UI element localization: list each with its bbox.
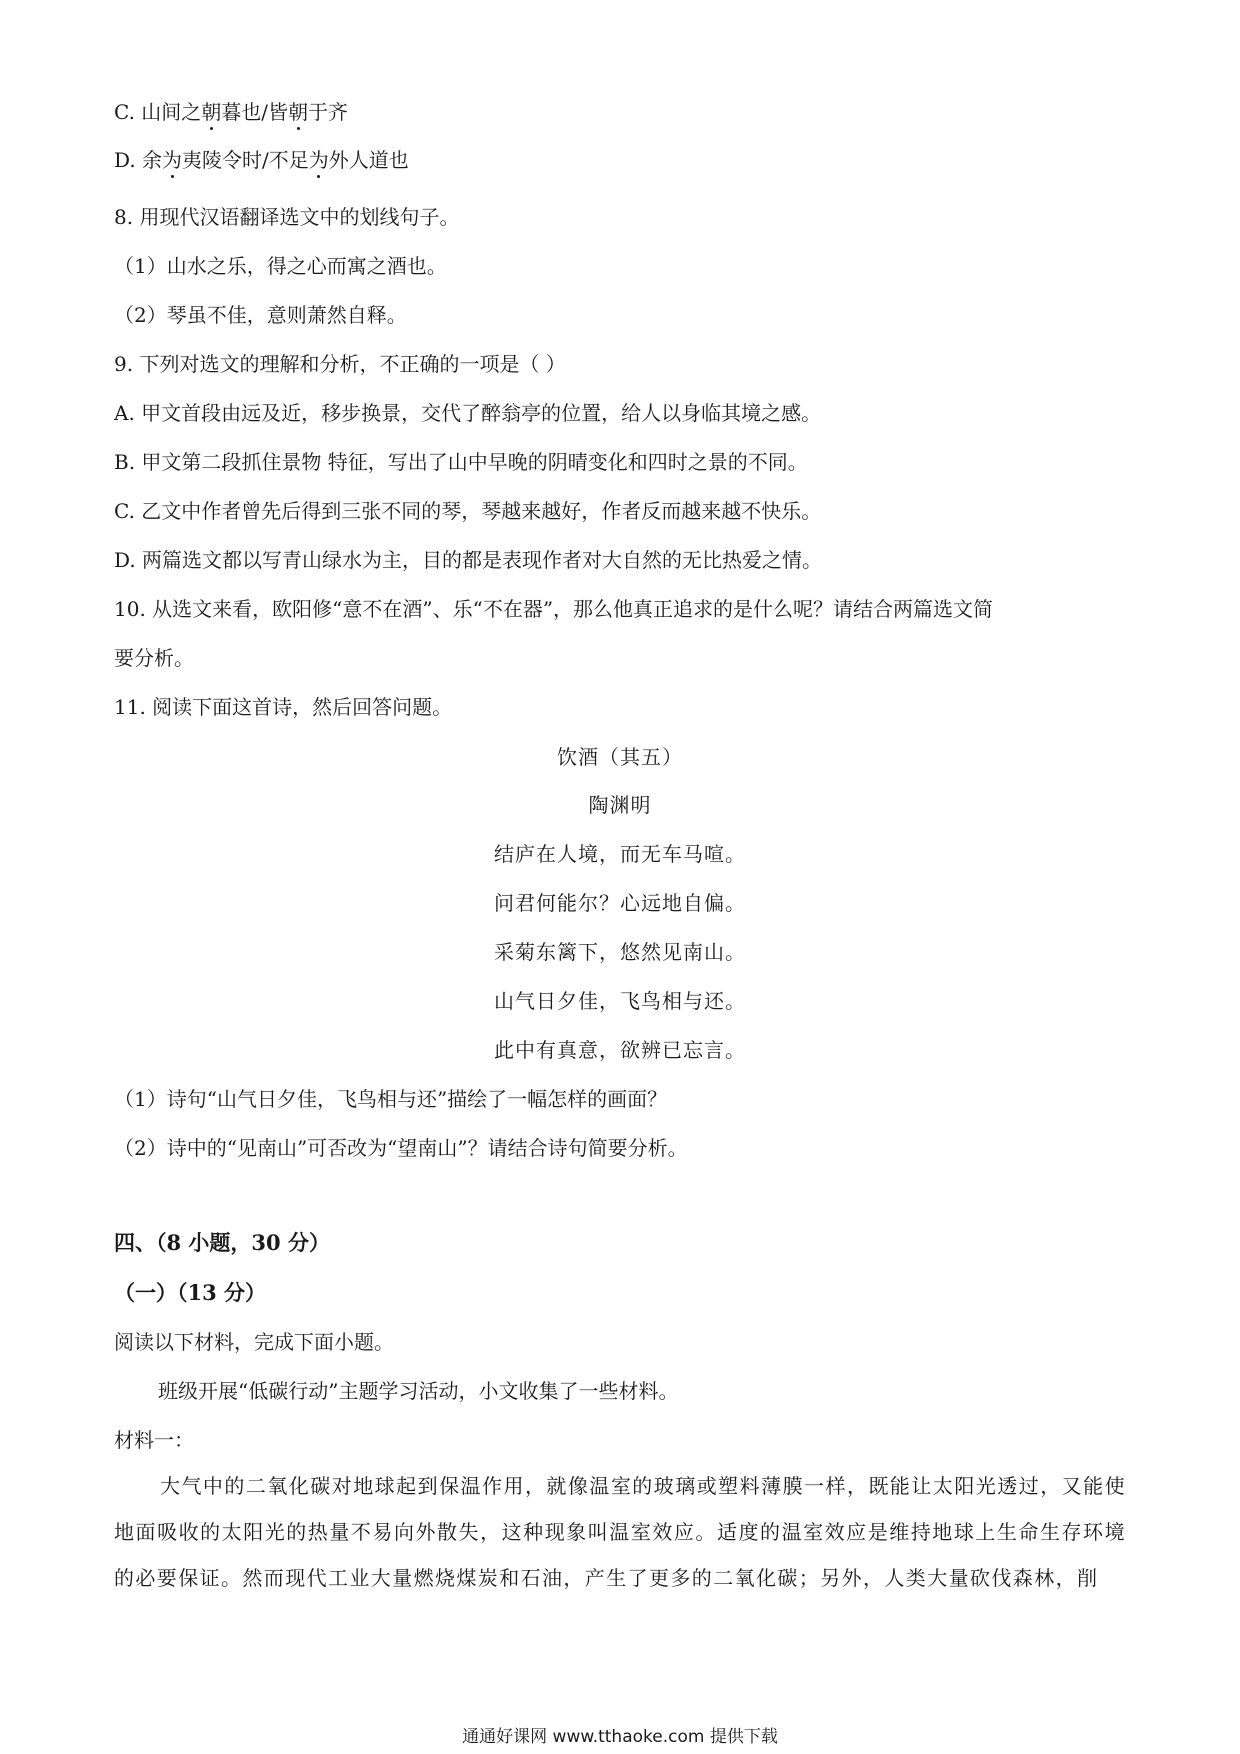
- section-heading: 四、（8 小题，30 分）: [114, 1230, 330, 1255]
- question-11-part-1: （1）诗句“山气日夕佳，飞鸟相与还”描绘了一幅怎样的画面？: [114, 1087, 668, 1111]
- question-9-option-a: A. 甲文首段由远及近，移步换景，交代了醉翁亭的位置，给人以身临其境之感。: [114, 401, 822, 425]
- q7-option-c: [114, 99, 348, 125]
- instruction: 阅读以下材料，完成下面小题。: [114, 1330, 394, 1354]
- emphasis-char: 朝: [288, 100, 309, 124]
- poem-line: 山气日夕佳，飞鸟相与还。: [494, 989, 746, 1013]
- emphasis-char: 朝: [201, 100, 222, 124]
- question-9-option-d: D. 两篇选文都以写青山绿水为主，目的都是表现作者对大自然的无比热爱之情。: [114, 548, 823, 572]
- emphasis-char: 为: [162, 148, 183, 172]
- material-label: 材料一：: [114, 1428, 194, 1452]
- question-11: 11. 阅读下面这首诗，然后回答问题。: [114, 695, 453, 719]
- subsection-heading: （一）（13 分）: [114, 1280, 267, 1305]
- poem-line: 问君何能尔？心远地自偏。: [494, 891, 746, 915]
- page-footer: 通通好课网 www.tthaoke.com 提供下载: [462, 1727, 778, 1747]
- option-text: D. 余: [114, 148, 163, 172]
- poem-line: 结庐在人境，而无车马喧。: [494, 842, 746, 866]
- question-10-line-1: 10. 从选文来看，欧阳修“意不在酒”、乐“不在器”，那么他真正追求的是什么呢？请结合两篇选文简: [114, 597, 994, 621]
- question-8-part-1: （1）山水之乐，得之心而寓之酒也。: [114, 254, 447, 278]
- poem-title: 饮酒（其五）: [557, 745, 683, 769]
- q7-option-d: [114, 147, 409, 173]
- question-9-option-c: C. 乙文中作者曾先后得到三张不同的琴，琴越来越好，作者反而越来越不快乐。: [114, 499, 822, 523]
- option-text: 于齐: [308, 100, 349, 124]
- option-text: C. 山间之: [114, 100, 202, 124]
- question-9: 9. 下列对选文的理解和分析，不正确的一项是（ ）: [114, 352, 566, 376]
- intro-paragraph: 班级开展“低碳行动”主题学习活动，小文收集了一些材料。: [158, 1379, 679, 1403]
- poem-line: 此中有真意，欲辨已忘言。: [494, 1038, 746, 1062]
- question-8-part-2: （2）琴虽不佳，意则萧然自释。: [114, 303, 407, 327]
- question-9-option-b: B. 甲文第二段抓住景物 特征，写出了山中早晚的阴晴变化和四时之景的不同。: [114, 450, 808, 474]
- material-paragraph: 大气中的二氧化碳对地球起到保温作用，就像温室的玻璃或塑料薄膜一样，既能让太阳光透过，又能使地面吸收的太阳光的热量不易向外散失，这种现象叫温室效应。适度的温室效应是维持地球上生命生存环境的必要保证。然而现代工业大量燃烧煤炭和石油，产生了更多的二氧化碳；另外，人类大量砍伐森林，削: [114, 1474, 1126, 1590]
- option-text: 夷陵令时/不足: [182, 148, 309, 172]
- question-11-part-2: （2）诗中的“见南山”可否改为“望南山”？请结合诗句简要分析。: [114, 1136, 688, 1160]
- question-8: 8. 用现代汉语翻译选文中的划线句子。: [114, 205, 460, 229]
- emphasis-char: 为: [308, 148, 329, 172]
- question-10-line-2: 要分析。: [114, 646, 194, 670]
- option-text: 暮也/皆: [221, 100, 289, 124]
- option-text: 外人道也: [328, 148, 409, 172]
- poem-author: 陶渊明: [588, 793, 652, 817]
- poem-line: 采菊东篱下，悠然见南山。: [494, 940, 746, 964]
